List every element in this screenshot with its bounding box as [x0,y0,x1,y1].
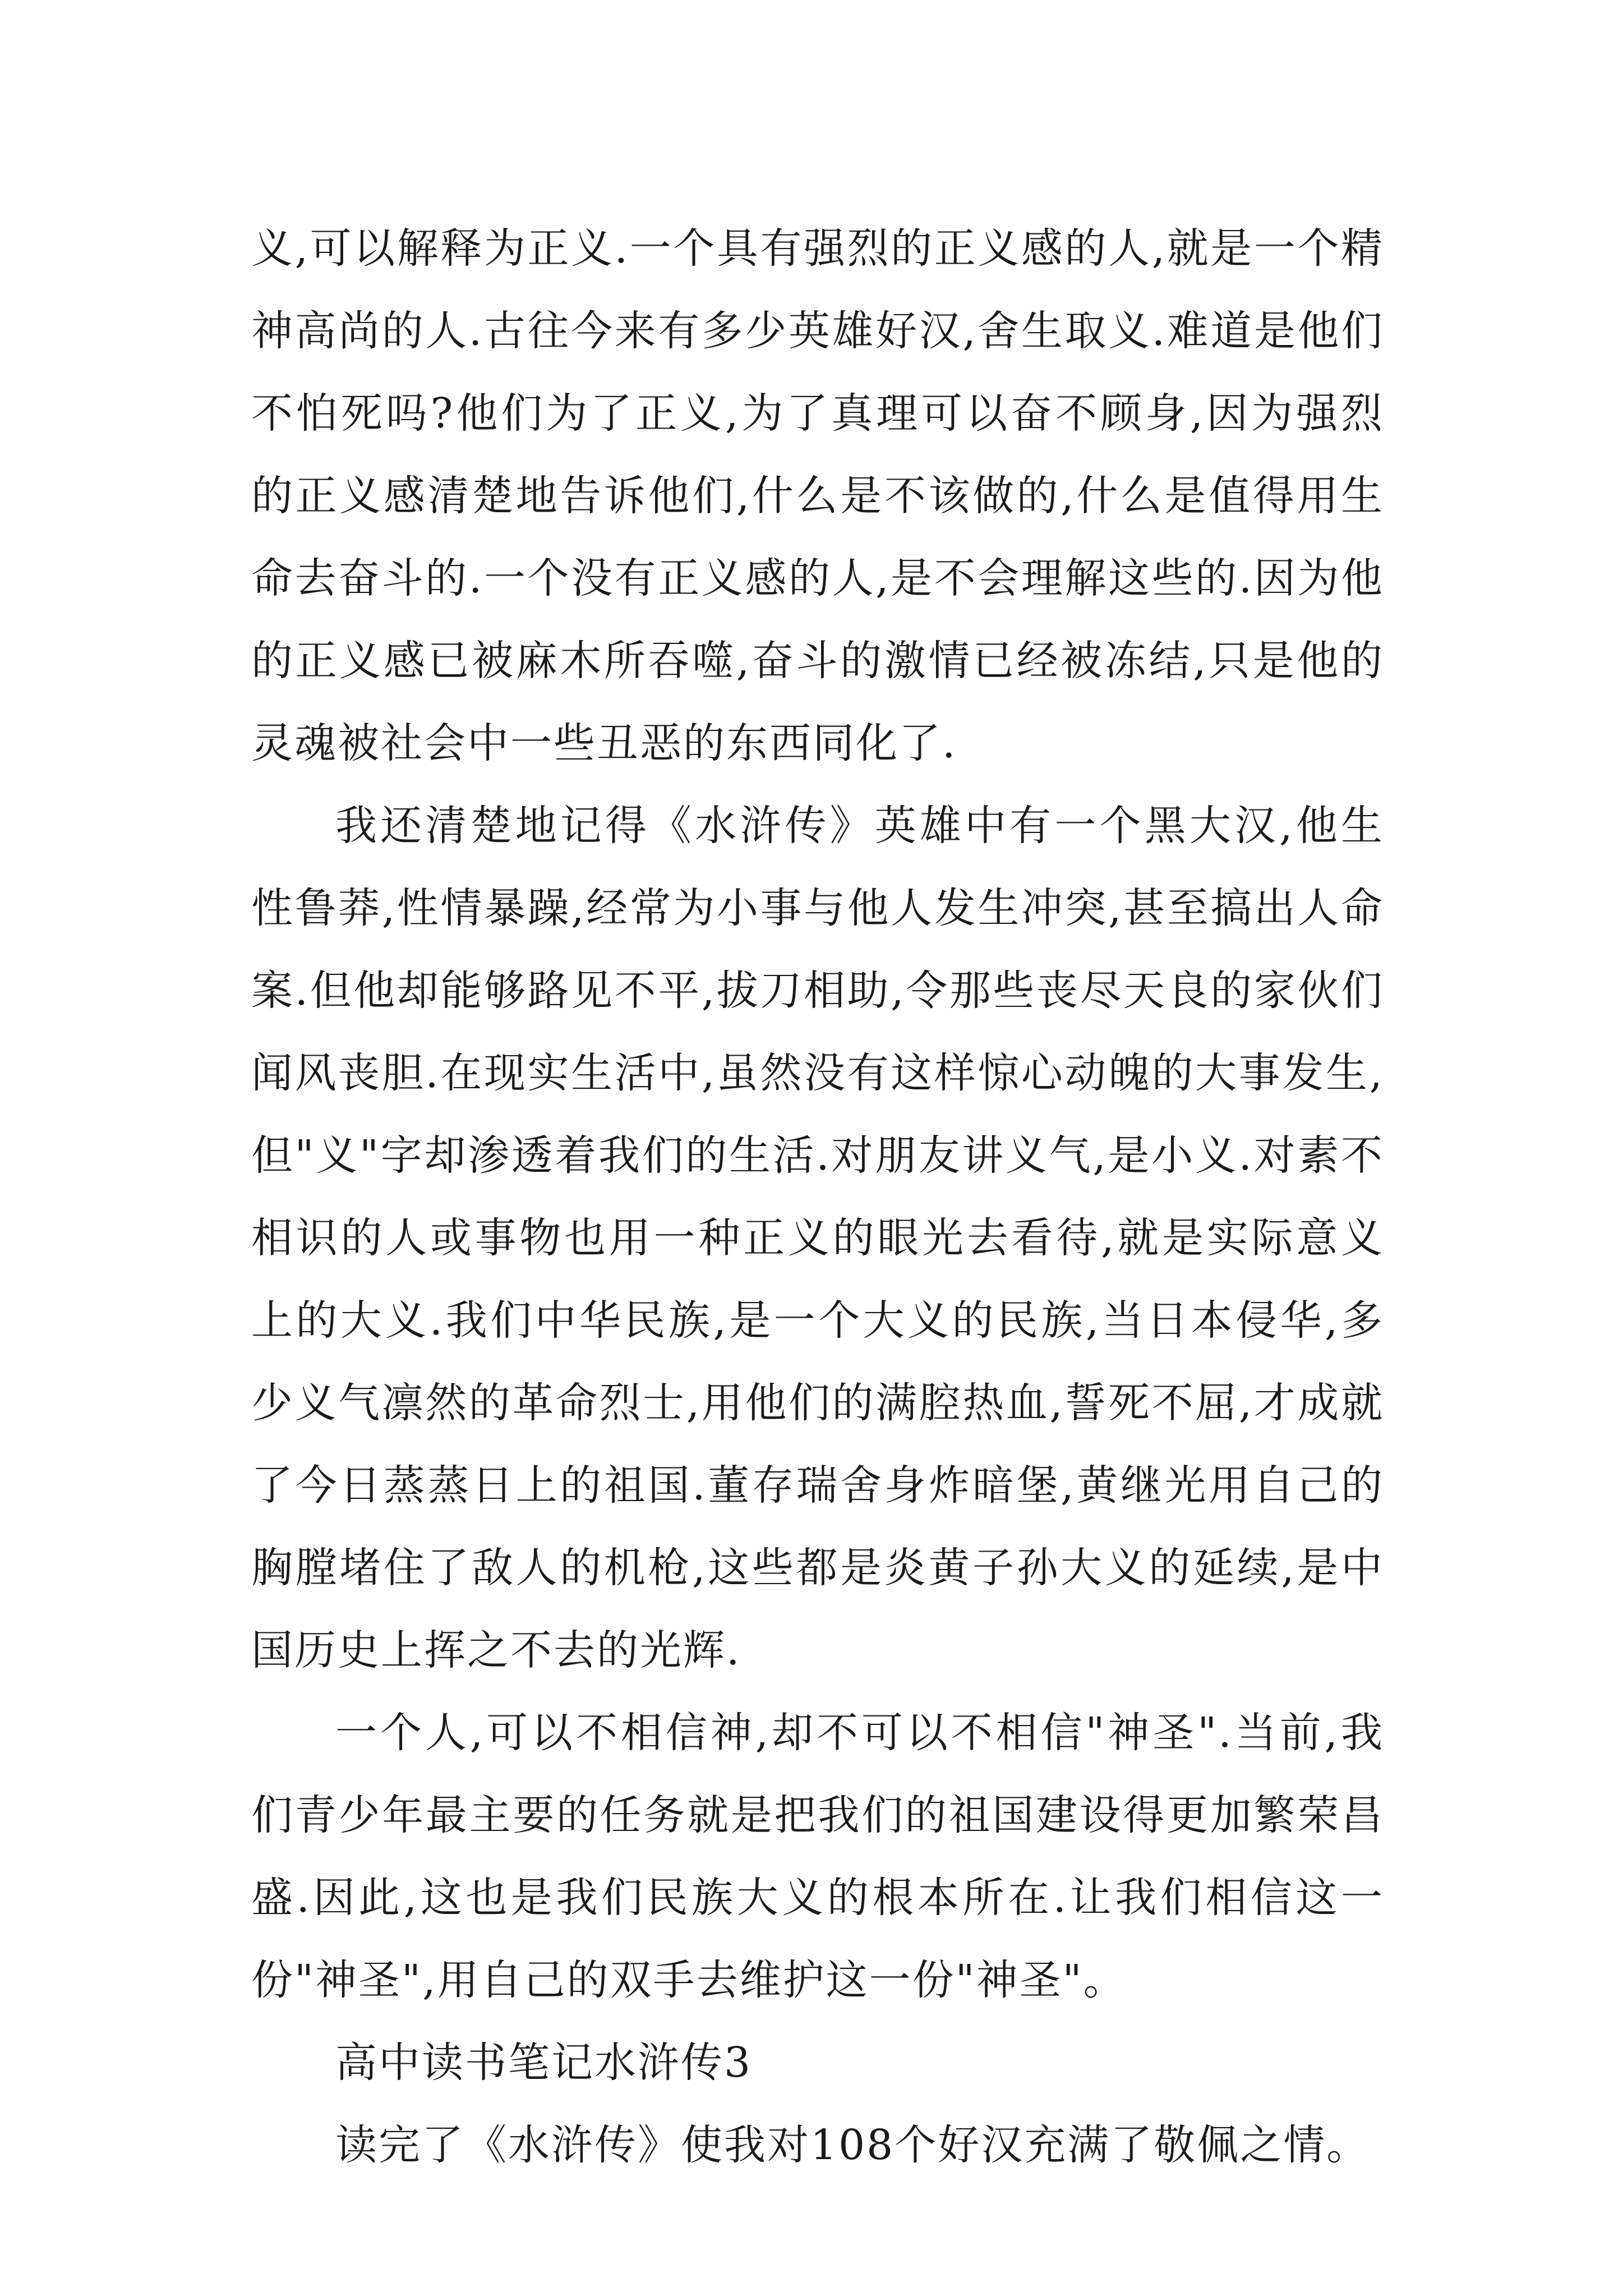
paragraph-3: 一个人,可以不相信神,却不可以不相信"神圣".当前,我们青少年最主要的任务就是把我们的祖国建设得更加繁荣昌盛.因此,这也是我们民族大义的根本所在.让我们相信这一份"神圣",用自己的双手去维护这一份"神圣"。 [251,1709,1384,2004]
section-heading: 高中读书笔记水浒传3 [335,2039,753,2087]
paragraph-5: 读完了《水浒传》使我对108个好汉充满了敬佩之情。 [335,2121,1370,2169]
document-body [251,208,1384,2187]
paragraph-1: 义,可以解释为正义.一个具有强烈的正义感的人,就是一个精神高尚的人.古往今来有多少英雄好汉,舍生取义.难道是他们不怕死吗?他们为了正义,为了真理可以奋不顾身,因为强烈的正义感清楚地告诉他们,什么是不该做的,什么是值得用生命去奋斗的.一个没有正义感的人,是不会理解这些的.因为他的正义感已被麻木所吞噬,奋斗的激情已经被冻结,只是他的灵魂被社会中一些丑恶的东西同化了. [251,224,1384,767]
paragraph-2: 我还清楚地记得《水浒传》英雄中有一个黑大汉,他生性鲁莽,性情暴躁,经常为小事与他人发生冲突,甚至搞出人命案.但他却能够路见不平,拔刀相助,令那些丧尽天良的家伙们闻风丧胆.在现实生活中,虽然没有这样惊心动魄的大事发生,但"义"字却渗透着我们的生活.对朋友讲义气,是小义.对素不相识的人或事物也用一种正义的眼光去看待,就是实际意义上的大义.我们中华民族,是一个大义的民族,当日本侵华,多少义气凛然的革命烈士,用他们的满腔热血,誓死不屈,才成就了今日蒸蒸日上的祖国.董存瑞舍身炸暗堡,黄继光用自己的胸膛堵住了敌人的机枪,这些都是炎黄子孙大义的延续,是中国历史上挥之不去的光辉. [251,802,1384,1674]
